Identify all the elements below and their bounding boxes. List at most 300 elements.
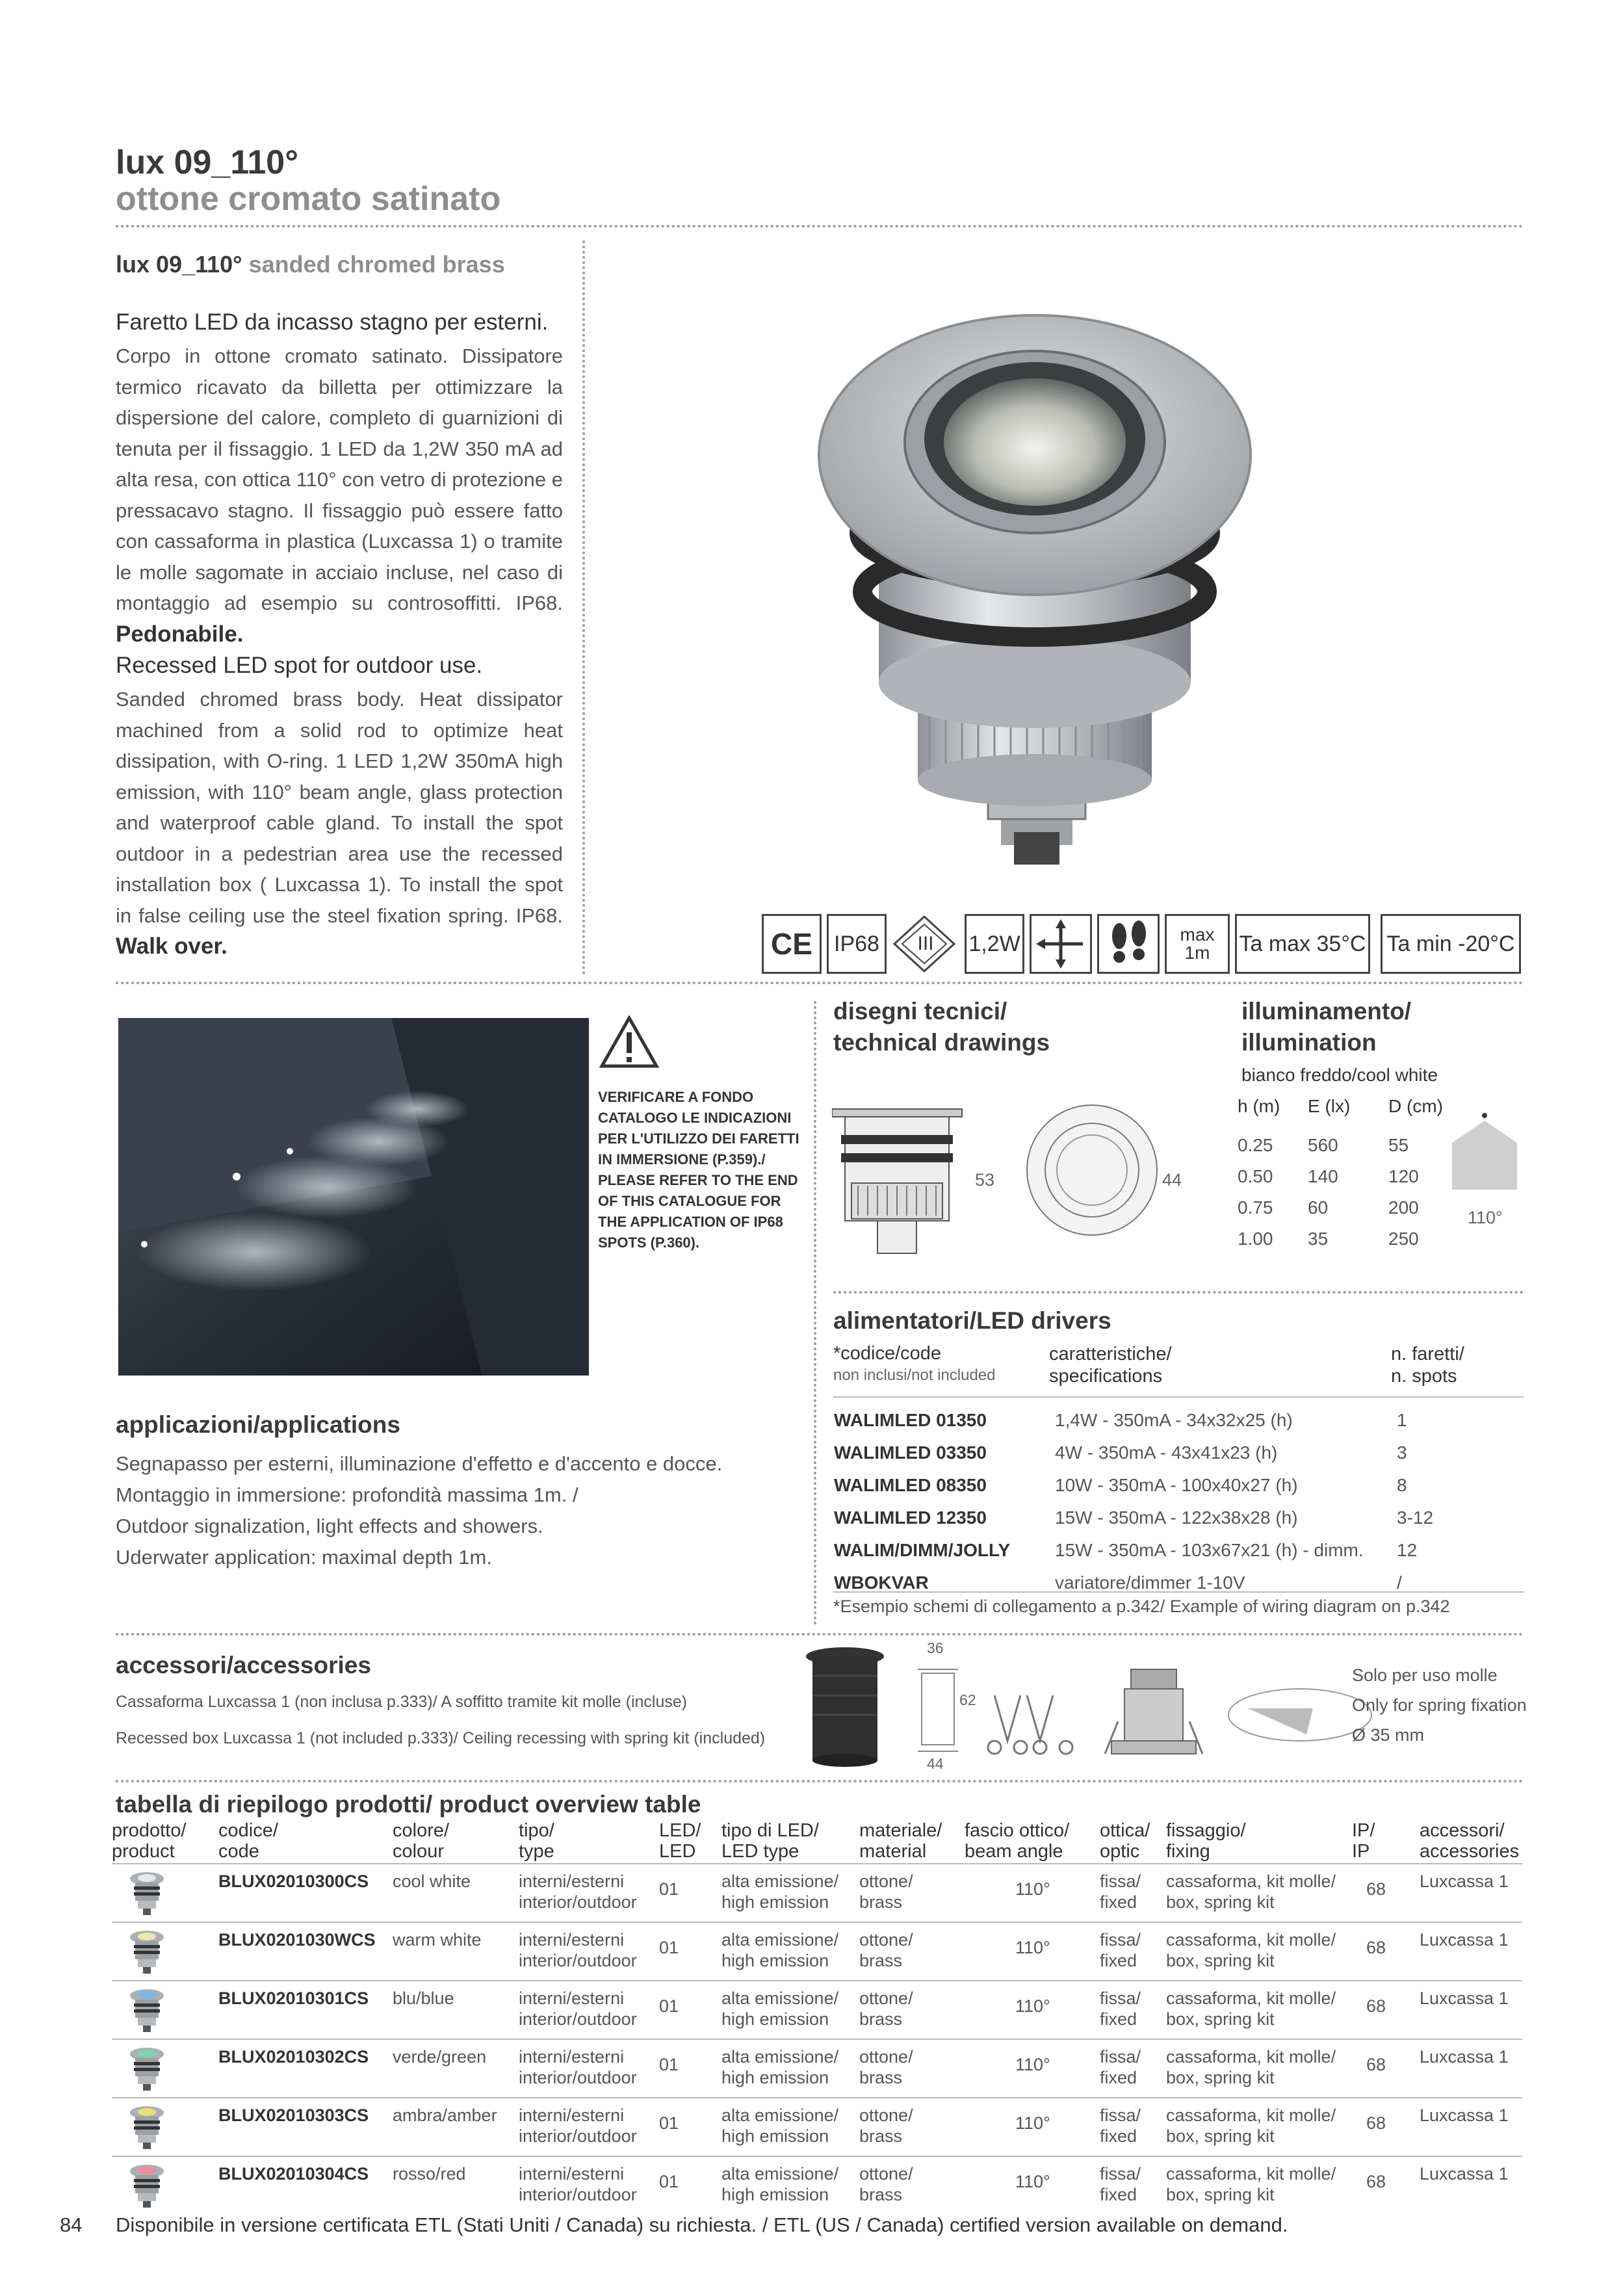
driver-code: WALIMLED 08350 xyxy=(834,1475,987,1495)
product-thumbnail-icon xyxy=(129,2163,165,2209)
product-beam-angle: 110° xyxy=(1015,1879,1050,1899)
driver-spots: 3 xyxy=(1397,1442,1407,1463)
product-material-line2: brass xyxy=(859,2068,903,2087)
product-optic-line2: fixed xyxy=(1100,1951,1137,1970)
product-ip: 68 xyxy=(1366,2172,1386,2191)
orientation-arrows-icon xyxy=(1030,914,1092,974)
application-line: Montaggio in immersione: profondità massima 1m. / xyxy=(116,1483,578,1506)
illum-header-e: E (lx) xyxy=(1308,1096,1351,1116)
driver-row xyxy=(833,1404,1434,1437)
immersion-max-label: max xyxy=(1180,924,1215,945)
product-material-line2: brass xyxy=(859,2185,903,2204)
product-optic xyxy=(1100,1988,1141,2029)
overview-header-line1: tipo/ xyxy=(519,1820,554,1841)
product-material-line2: brass xyxy=(859,2126,903,2146)
product-material-line2: brass xyxy=(859,2009,903,2029)
product-beam-angle: 110° xyxy=(1015,1996,1050,2016)
product-led-type xyxy=(721,1929,838,1971)
power-badge: 1,2W xyxy=(965,914,1024,974)
class-iii-label: III xyxy=(917,933,934,954)
product-accessory: Luxcassa 1 xyxy=(1420,1872,1509,1891)
product-subtitle: ottone cromato satinato xyxy=(116,180,501,218)
immersion-depth-icon xyxy=(1165,914,1230,974)
overview-header-line1: ottica/ xyxy=(1100,1820,1150,1841)
product-type-line1: interni/esterni xyxy=(519,2164,625,2184)
driver-row xyxy=(833,1534,1434,1567)
overview-body xyxy=(112,1863,1522,2214)
accessory-dim-side: 62 xyxy=(959,1691,976,1708)
driver-code: WALIMLED 03350 xyxy=(834,1442,987,1463)
product-type-line2: interior/outdoor xyxy=(519,2009,637,2029)
drivers-title: alimentatori/LED drivers xyxy=(833,1307,1111,1334)
product-led-count: 01 xyxy=(659,2055,679,2074)
product-led-type-line2: high emission xyxy=(721,2009,829,2029)
product-type xyxy=(519,1988,637,2029)
product-material xyxy=(859,1871,913,1912)
illumination-subtitle: bianco freddo/cool white xyxy=(1241,1065,1438,1085)
product-colour: rosso/red xyxy=(393,2164,466,2184)
application-photo xyxy=(118,1018,589,1376)
illumination-title xyxy=(1241,996,1411,1058)
overview-row xyxy=(112,2097,1522,2156)
product-accessory: Luxcassa 1 xyxy=(1420,1930,1509,1950)
drivers-header-spec-line1: caratteristiche/ xyxy=(1049,1344,1172,1364)
section-divider-1 xyxy=(116,982,1524,984)
product-fixing xyxy=(1166,2163,1336,2205)
overview-header-row xyxy=(112,1820,1522,1863)
product-colour: cool white xyxy=(393,1872,471,1891)
overview-header-line1: codice/ xyxy=(218,1820,278,1841)
description-italian-heading: Faretto LED da incasso stagno per esterni. xyxy=(116,309,549,335)
application-line: Segnapasso per esterni, illuminazione d'effetto e d'accento e docce. xyxy=(116,1452,723,1475)
product-fixing-line1: cassaforma, kit molle/ xyxy=(1166,1930,1336,1950)
product-code: BLUX0201030WCS xyxy=(218,1930,376,1950)
driver-code: WALIM/DIMM/JOLLY xyxy=(834,1540,1011,1560)
product-code: BLUX02010301CS xyxy=(218,1989,369,2008)
product-fixing-line2: box, spring kit xyxy=(1166,2068,1275,2087)
illum-cell: 60 xyxy=(1308,1197,1329,1218)
drivers-header-code: *codice/code xyxy=(833,1343,942,1364)
application-line: Uderwater application: maximal depth 1m. xyxy=(116,1546,492,1569)
overview-row xyxy=(112,1863,1522,1922)
product-accessory: Luxcassa 1 xyxy=(1420,2047,1509,2067)
overview-table xyxy=(112,1820,1522,2214)
ce-mark-icon: CE xyxy=(762,914,822,974)
overview-header-line1: accessori/ xyxy=(1420,1820,1505,1841)
illum-cell: 200 xyxy=(1388,1197,1419,1218)
illum-cell: 1.00 xyxy=(1238,1229,1273,1249)
description-english xyxy=(116,653,563,963)
description-italian-text: Corpo in ottone cromato satinato. Dissipatore termico ricavato da billetta per ottimizzare la dispersione del calore, completo di guarnizioni di tenuta per il fissaggio. 1 LED da 1,2W 350 mA ad alta resa, con ottica 110° con vetro di protezione e pressacavo stagno. Il fissaggio può essere fatto con cassaforma in plastica (Luxcassa 1) o tramite le molle sagomate in acciaio incluse, nel caso di montaggio ad esempio su controsoffitti. IP68. xyxy=(116,345,563,614)
footprints-icon xyxy=(1102,918,1154,970)
application-line: Outdoor signalization, light effects and showers. xyxy=(116,1515,543,1537)
warning-icon xyxy=(599,1015,659,1069)
product-material-line1: ottone/ xyxy=(859,2164,913,2184)
drivers-footer-rule xyxy=(833,1591,1524,1593)
product-led-type-line2: high emission xyxy=(721,2068,829,2087)
product-beam-angle: 110° xyxy=(1015,2113,1050,2133)
overview-header-line1: materiale/ xyxy=(859,1820,942,1841)
product-ip: 68 xyxy=(1366,2055,1386,2074)
product-fixing xyxy=(1166,1929,1336,1971)
driver-spots: 3-12 xyxy=(1397,1507,1434,1528)
overview-header-line1: LED/ xyxy=(659,1820,701,1841)
illum-cell: 35 xyxy=(1308,1229,1329,1249)
product-colour: warm white xyxy=(393,1930,482,1950)
product-type-line2: interior/outdoor xyxy=(519,2068,637,2087)
overview-header-cell xyxy=(519,1820,554,1862)
english-title-name: lux 09_110° xyxy=(116,251,242,278)
product-fixing-line1: cassaforma, kit molle/ xyxy=(1166,1989,1336,2008)
illumination-title-line1: illuminamento/ xyxy=(1241,998,1412,1024)
product-code: BLUX02010302CS xyxy=(218,2047,369,2067)
driver-code: WALIMLED 01350 xyxy=(834,1410,987,1430)
product-optic-line1: fissa/ xyxy=(1100,2047,1141,2067)
accessories-title: accessori/accessories xyxy=(116,1652,371,1678)
overview-header-cell xyxy=(1352,1820,1375,1862)
overview-header-cell xyxy=(859,1820,942,1862)
driver-row xyxy=(833,1567,1434,1599)
overview-header-line2: IP xyxy=(1352,1841,1370,1862)
illum-row xyxy=(1238,1192,1466,1223)
product-fixing-line2: box, spring kit xyxy=(1166,2185,1275,2204)
section-divider-accessories xyxy=(116,1633,1524,1636)
product-fixing xyxy=(1166,1988,1336,2029)
product-fixing xyxy=(1166,2105,1336,2146)
product-optic-line1: fissa/ xyxy=(1100,2106,1141,2125)
accessory-notes xyxy=(1352,1660,1527,1750)
driver-code: WALIMLED 12350 xyxy=(834,1507,987,1528)
overview-header-cell xyxy=(112,1820,186,1862)
product-led-type-line2: high emission xyxy=(721,1951,829,1970)
product-type-line1: interni/esterni xyxy=(519,1872,625,1891)
product-fixing-line1: cassaforma, kit molle/ xyxy=(1166,2047,1336,2067)
illum-header-h: h (m) xyxy=(1238,1096,1280,1116)
immersion-max-value: 1m xyxy=(1184,943,1210,963)
illum-cell: 0.25 xyxy=(1238,1135,1273,1155)
product-led-count: 01 xyxy=(659,1879,679,1899)
driver-code: WBOKVAR xyxy=(834,1572,929,1593)
accessory-note: Solo per uso molle xyxy=(1352,1665,1498,1685)
illum-header-d: D (cm) xyxy=(1388,1096,1443,1116)
illum-row xyxy=(1238,1130,1466,1161)
applications-title: applicazioni/applications xyxy=(116,1411,400,1438)
product-ip: 68 xyxy=(1366,1879,1386,1899)
product-led-type-line1: alta emissione/ xyxy=(721,1930,839,1950)
product-led-type-line1: alta emissione/ xyxy=(721,2164,839,2184)
overview-row xyxy=(112,1922,1522,1980)
product-fixing-line2: box, spring kit xyxy=(1166,1951,1275,1970)
overview-header-line1: fissaggio/ xyxy=(1166,1820,1246,1841)
drivers-header-spec xyxy=(1049,1343,1172,1387)
product-colour: ambra/amber xyxy=(393,2106,497,2125)
product-code: BLUX02010304CS xyxy=(218,2164,369,2184)
drivers-table xyxy=(833,1404,1434,1599)
product-type xyxy=(519,2105,637,2146)
product-material xyxy=(859,2105,913,2146)
product-colour: blu/blue xyxy=(393,1989,454,2008)
drivers-header-spots xyxy=(1391,1343,1464,1387)
product-material xyxy=(859,1929,913,1971)
overview-header-line2: beam angle xyxy=(965,1841,1063,1862)
description-english-heading: Recessed LED spot for outdoor use. xyxy=(116,653,483,678)
illum-cell: 140 xyxy=(1308,1166,1338,1186)
illum-cell: 560 xyxy=(1308,1135,1338,1155)
accessories-line-it: Cassaforma Luxcassa 1 (non inclusa p.333)/ A soffitto tramite kit molle (incluse) xyxy=(116,1693,688,1711)
product-type-line1: interni/esterni xyxy=(519,1989,625,2008)
overview-header-cell xyxy=(721,1820,819,1862)
overview-header-cell xyxy=(1166,1820,1246,1862)
overview-row xyxy=(112,2156,1522,2214)
product-type-line2: interior/outdoor xyxy=(519,2126,637,2146)
product-led-type xyxy=(721,1988,838,2029)
product-material xyxy=(859,2163,913,2205)
product-code: BLUX02010303CS xyxy=(218,2106,369,2125)
dimension-diameter: 44 xyxy=(1162,1170,1182,1190)
product-optic-line2: fixed xyxy=(1100,2126,1137,2146)
product-thumbnail-icon xyxy=(129,1929,165,1975)
ta-max-badge: Ta max 35°C xyxy=(1235,914,1370,974)
overview-header-line2: colour xyxy=(393,1841,444,1862)
illum-cell: 55 xyxy=(1388,1135,1409,1155)
column-divider-2 xyxy=(814,1001,816,1625)
product-thumbnail-icon xyxy=(129,1988,165,2033)
product-material-line2: brass xyxy=(859,1951,903,1970)
overview-header-line2: accessories xyxy=(1420,1841,1520,1862)
drivers-header-code-sub: non inclusi/not included xyxy=(833,1366,996,1384)
english-title-finish: sanded chromed brass xyxy=(248,251,505,278)
driver-spec: 4W - 350mA - 43x41x23 (h) xyxy=(1055,1442,1278,1463)
product-optic-line2: fixed xyxy=(1100,2185,1137,2204)
product-fixing-line2: box, spring kit xyxy=(1166,1892,1275,1912)
overview-header-line2: LED type xyxy=(721,1841,799,1862)
driver-row xyxy=(833,1502,1434,1534)
product-optic-line1: fissa/ xyxy=(1100,1989,1141,2008)
driver-row xyxy=(833,1437,1434,1469)
illum-cell: 250 xyxy=(1388,1229,1419,1249)
beam-cone-icon xyxy=(1449,1112,1521,1196)
overview-header-cell xyxy=(659,1820,701,1862)
technical-drawing-illustration xyxy=(832,1099,1196,1268)
beam-angle-label: 110° xyxy=(1468,1208,1503,1227)
overview-header-line1: prodotto/ xyxy=(112,1820,187,1841)
drivers-note: *Esempio schemi di collegamento a p.342/ Example of wiring diagram on p.342 xyxy=(833,1597,1450,1616)
overview-header-cell xyxy=(1100,1820,1150,1862)
accessory-dim-bottom: 44 xyxy=(927,1755,944,1772)
overview-header-line1: tipo di LED/ xyxy=(721,1820,819,1841)
description-italian-emphasis: Pedonabile. xyxy=(116,621,244,647)
english-title xyxy=(116,251,505,278)
product-type xyxy=(519,1929,637,1971)
overview-header-line1: fascio ottico/ xyxy=(965,1820,1070,1841)
product-optic-line2: fixed xyxy=(1100,2068,1137,2087)
product-led-type-line2: high emission xyxy=(721,1892,829,1912)
product-led-type xyxy=(721,2105,838,2146)
product-optic xyxy=(1100,2105,1141,2146)
product-type xyxy=(519,1871,637,1912)
product-ip: 68 xyxy=(1366,2113,1386,2133)
product-optic-line2: fixed xyxy=(1100,2009,1137,2029)
product-type xyxy=(519,2046,637,2088)
product-material-line1: ottone/ xyxy=(859,1872,913,1891)
driver-spots: 12 xyxy=(1397,1540,1418,1560)
driver-spec: 15W - 350mA - 103x67x21 (h) - dimm. xyxy=(1055,1540,1364,1560)
product-optic xyxy=(1100,1871,1141,1912)
overview-header-line2: code xyxy=(218,1841,259,1862)
product-optic-line1: fissa/ xyxy=(1100,1872,1141,1891)
driver-row xyxy=(833,1469,1434,1502)
product-led-type-line1: alta emissione/ xyxy=(721,2047,839,2067)
drivers-header-spots-line1: n. faretti/ xyxy=(1391,1344,1464,1364)
product-led-type-line1: alta emissione/ xyxy=(721,1989,839,2008)
driver-spec: variatore/dimmer 1-10V xyxy=(1055,1572,1245,1593)
technical-title-line1: disegni tecnici/ xyxy=(833,998,1007,1024)
product-material xyxy=(859,1988,913,2029)
product-material xyxy=(859,2046,913,2088)
product-type-line1: interni/esterni xyxy=(519,2047,625,2067)
illumination-table xyxy=(1238,1091,1466,1255)
product-type xyxy=(519,2163,637,2205)
overview-header-line1: colore/ xyxy=(393,1820,450,1841)
product-material-line1: ottone/ xyxy=(859,2106,913,2125)
overview-header-cell xyxy=(965,1820,1069,1862)
driver-spots: 8 xyxy=(1397,1475,1407,1495)
accessory-note: Only for spring fixation xyxy=(1352,1695,1527,1715)
product-fixing-line1: cassaforma, kit molle/ xyxy=(1166,2106,1336,2125)
description-english-emphasis: Walk over. xyxy=(116,933,227,959)
product-beam-angle: 110° xyxy=(1015,1938,1050,1957)
product-type-line2: interior/outdoor xyxy=(519,1892,637,1912)
product-led-type-line1: alta emissione/ xyxy=(721,1872,839,1891)
product-photo xyxy=(806,312,1261,871)
description-italian xyxy=(116,309,563,650)
overview-header-line2: fixing xyxy=(1166,1841,1210,1862)
product-thumbnail-icon xyxy=(129,2105,165,2150)
product-led-count: 01 xyxy=(659,2113,679,2133)
section-divider-overview xyxy=(116,1780,1524,1782)
page-number: 84 xyxy=(60,2213,83,2236)
drivers-header-spots-line2: n. spots xyxy=(1391,1366,1457,1387)
product-led-type-line2: high emission xyxy=(721,2126,829,2146)
product-accessory: Luxcassa 1 xyxy=(1420,2164,1509,2184)
product-optic xyxy=(1100,2046,1141,2088)
drivers-header-spec-line2: specifications xyxy=(1049,1366,1163,1387)
illum-cell: 120 xyxy=(1388,1166,1419,1186)
product-code: BLUX02010300CS xyxy=(218,1872,369,1891)
illum-cell: 0.50 xyxy=(1238,1166,1273,1186)
product-type-line2: interior/outdoor xyxy=(519,2185,637,2204)
footer-note: Disponibile in versione certificata ETL (Stati Uniti / Canada) su richiesta. / ETL (US / Canada) certified version available on demand. xyxy=(116,2213,1288,2236)
product-ip: 68 xyxy=(1366,1996,1386,2016)
overview-header-line2: optic xyxy=(1100,1841,1140,1862)
warning-text: VERIFICARE A FONDO CATALOGO LE INDICAZIONI PER L'UTILIZZO DEI FARETTI IN IMMERSIONE (P.359)./ PLEASE REFER TO THE END OF THIS CATALOGUE FOR THE APPLICATION OF IP68 SPOTS (P.360). xyxy=(598,1089,799,1251)
product-colour: verde/green xyxy=(393,2047,487,2067)
overview-title: tabella di riepilogo prodotti/ product overview table xyxy=(116,1791,701,1818)
description-italian-body xyxy=(116,341,563,650)
ip68-badge: IP68 xyxy=(827,914,887,974)
technical-drawings-title xyxy=(833,996,1050,1058)
section-divider-drivers xyxy=(833,1291,1524,1294)
product-type-line1: interni/esterni xyxy=(519,2106,625,2125)
product-led-type-line1: alta emissione/ xyxy=(721,2106,839,2125)
product-optic-line2: fixed xyxy=(1100,1892,1137,1912)
illum-row xyxy=(1238,1161,1466,1192)
overview-header-cell xyxy=(1420,1820,1519,1862)
header-divider xyxy=(116,225,1524,228)
driver-spec: 10W - 350mA - 100x40x27 (h) xyxy=(1055,1475,1298,1495)
product-led-count: 01 xyxy=(659,2172,679,2191)
drivers-header-rule xyxy=(833,1396,1524,1398)
product-led-type xyxy=(721,2046,838,2088)
product-fixing-line1: cassaforma, kit molle/ xyxy=(1166,2164,1336,2184)
accessory-note: Ø 35 mm xyxy=(1352,1725,1425,1745)
product-optic xyxy=(1100,2163,1141,2205)
product-fixing-line1: cassaforma, kit molle/ xyxy=(1166,1872,1336,1891)
overview-row xyxy=(112,1980,1522,2039)
product-ip: 68 xyxy=(1366,1938,1386,1957)
product-thumbnail-icon xyxy=(129,1871,165,1916)
product-led-count: 01 xyxy=(659,1938,679,1957)
illumination-title-line2: illumination xyxy=(1241,1029,1377,1056)
product-led-type-line2: high emission xyxy=(721,2185,829,2204)
driver-spec: 15W - 350mA - 122x38x28 (h) xyxy=(1055,1507,1298,1528)
product-accessory: Luxcassa 1 xyxy=(1420,1989,1509,2008)
illum-row xyxy=(1238,1223,1466,1255)
overview-header-line1: IP/ xyxy=(1352,1820,1375,1841)
applications-list xyxy=(116,1448,722,1573)
product-beam-angle: 110° xyxy=(1015,2172,1050,2191)
accessories-line-en: Recessed box Luxcassa 1 (not included p.333)/ Ceiling recessing with spring kit (included) xyxy=(116,1729,766,1747)
product-beam-angle: 110° xyxy=(1015,2055,1050,2074)
product-fixing-line2: box, spring kit xyxy=(1166,2126,1275,2146)
overview-header-line2: product xyxy=(112,1841,175,1862)
driver-spots: / xyxy=(1397,1572,1402,1593)
driver-spots: 1 xyxy=(1397,1410,1407,1430)
driver-spec: 1,4W - 350mA - 34x32x25 (h) xyxy=(1055,1410,1293,1430)
description-english-body xyxy=(116,684,563,963)
product-fixing-line2: box, spring kit xyxy=(1166,2009,1275,2029)
product-optic xyxy=(1100,1929,1141,1971)
product-optic-line1: fissa/ xyxy=(1100,2164,1141,2184)
walk-over-footprints-icon xyxy=(1097,914,1160,974)
overview-header-cell xyxy=(218,1820,278,1862)
description-english-text: Sanded chromed brass body. Heat dissipator machined from a solid rod to optimize heat dissipation, with O-ring. 1 LED 1,2W 350mA high emission, with 110° beam angle, glass protection and waterproof cable gland. To install the spot outdoor in a pedestrian area use the recessed installation box ( Luxcassa 1). To install the spot in false ceiling use the steel fixation spring. IP68. xyxy=(116,688,563,927)
product-material-line2: brass xyxy=(859,1892,903,1912)
product-fixing xyxy=(1166,2046,1336,2088)
product-optic-line1: fissa/ xyxy=(1100,1930,1141,1950)
overview-header-line2: type xyxy=(519,1841,554,1862)
dimension-height: 53 xyxy=(975,1170,995,1190)
product-thumbnail-icon xyxy=(129,2046,165,2092)
product-accessory: Luxcassa 1 xyxy=(1420,2106,1509,2125)
product-led-type xyxy=(721,1871,838,1912)
product-material-line1: ottone/ xyxy=(859,1989,913,2008)
product-fixing xyxy=(1166,1871,1336,1912)
product-type-line1: interni/esterni xyxy=(519,1930,625,1950)
product-material-line1: ottone/ xyxy=(859,2047,913,2067)
column-divider xyxy=(582,241,585,975)
product-led-count: 01 xyxy=(659,1996,679,2016)
overview-header-line2: LED xyxy=(659,1841,696,1862)
ta-min-badge: Ta min -20°C xyxy=(1381,914,1521,974)
product-led-type xyxy=(721,2163,838,2205)
product-title: lux 09_110° xyxy=(116,144,299,181)
overview-row xyxy=(112,2039,1522,2097)
overview-header-cell xyxy=(393,1820,449,1862)
technical-title-line2: technical drawings xyxy=(833,1029,1050,1056)
accessory-dim-top: 36 xyxy=(927,1639,944,1656)
overview-header-line2: material xyxy=(859,1841,927,1862)
